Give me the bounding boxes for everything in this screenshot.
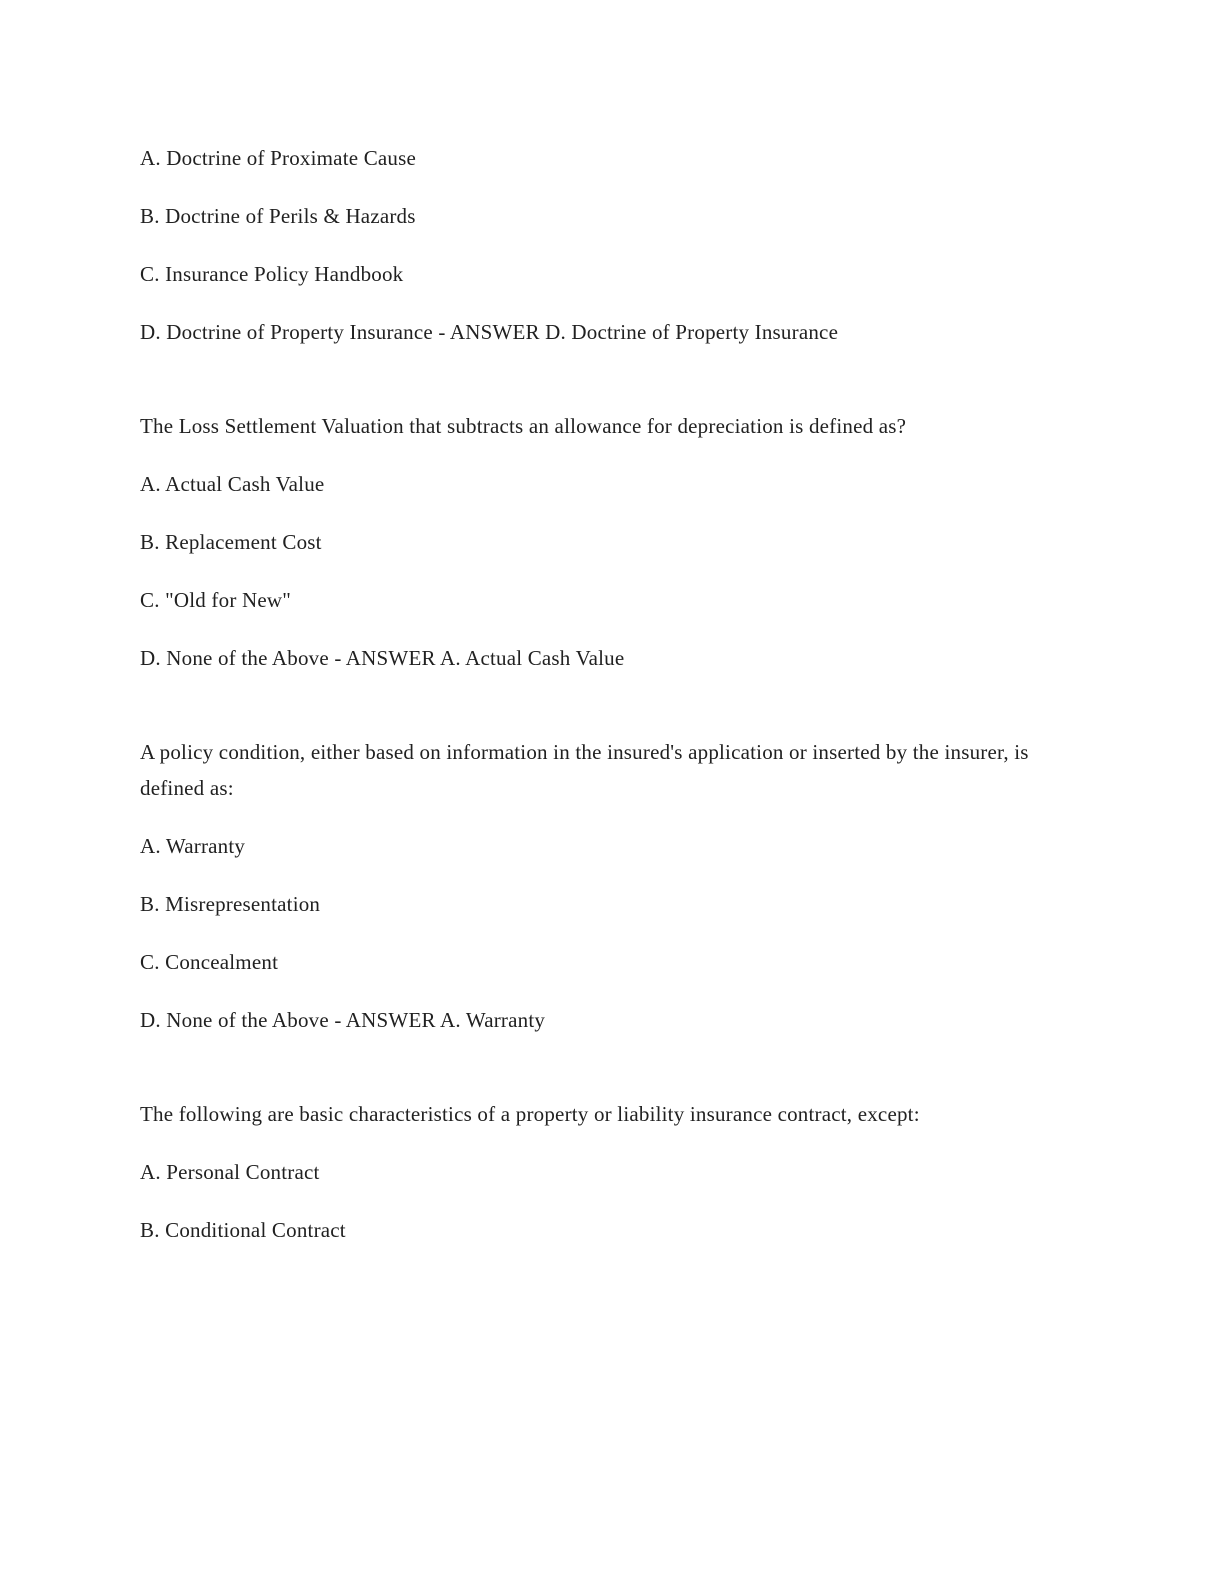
- option-line: B. Misrepresentation: [140, 892, 321, 916]
- answer-line: D. Doctrine of Property Insurance - ANSWER D. Doctrine of Property Insurance: [140, 320, 839, 344]
- question-text: A policy condition, either based on information in the insured's application or inserted by the insurer, is defined as:: [140, 740, 1029, 800]
- question-text: The following are basic characteristics of a property or liability insurance contract, except:: [140, 1102, 920, 1126]
- answer-line: D. None of the Above - ANSWER A. Actual Cash Value: [140, 646, 625, 670]
- question-block: [140, 408, 1074, 676]
- option-line: B. Replacement Cost: [140, 530, 322, 554]
- document-content: [140, 140, 1074, 1248]
- option-line: C. Insurance Policy Handbook: [140, 262, 404, 286]
- question-block: [140, 140, 1074, 350]
- option-line: A. Doctrine of Proximate Cause: [140, 146, 417, 170]
- question-text: The Loss Settlement Valuation that subtracts an allowance for depreciation is defined as?: [140, 414, 907, 438]
- option-line: C. Concealment: [140, 950, 279, 974]
- option-line: B. Doctrine of Perils & Hazards: [140, 204, 416, 228]
- option-line: A. Warranty: [140, 834, 246, 858]
- option-line: A. Actual Cash Value: [140, 472, 325, 496]
- question-block: [140, 734, 1074, 1038]
- question-block: [140, 1096, 1074, 1248]
- option-line: B. Conditional Contract: [140, 1218, 346, 1242]
- option-line: C. "Old for New": [140, 588, 291, 612]
- option-line: A. Personal Contract: [140, 1160, 320, 1184]
- answer-line: D. None of the Above - ANSWER A. Warranty: [140, 1008, 546, 1032]
